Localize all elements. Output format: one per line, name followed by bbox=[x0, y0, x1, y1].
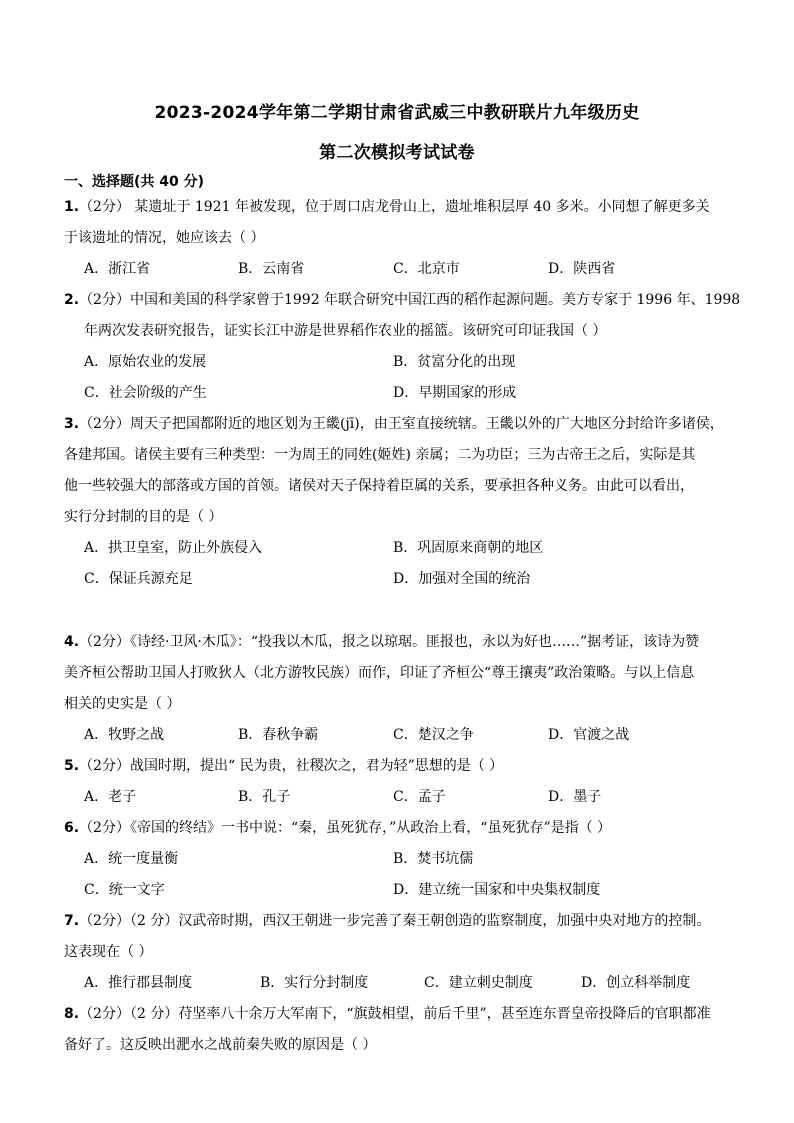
question-number: 8. bbox=[64, 1006, 80, 1022]
question-text: （2分）（2 分）苻坚率八十余万大军南下，“旗鼓相望，前后千里”，甚至连东晋皇帝投降后的官职都准 bbox=[79, 1006, 711, 1022]
option-c: C．孟子 bbox=[393, 789, 446, 805]
option-c: C．社会阶级的产生 bbox=[84, 385, 207, 401]
option-d: D．建立统一国家和中央集权制度 bbox=[393, 882, 601, 898]
option-c: C．建立刺史制度 bbox=[424, 975, 533, 991]
option-c: C．保证兵源充足 bbox=[84, 571, 193, 587]
question-number: 6. bbox=[64, 820, 80, 836]
question-2 bbox=[64, 290, 744, 310]
section-heading: 一、选择题(共 40 分) bbox=[64, 174, 205, 190]
option-c: C．北京市 bbox=[393, 261, 460, 277]
option-a: A．牧野之战 bbox=[84, 727, 165, 743]
question-number: 5. bbox=[64, 758, 80, 774]
option-a: A．浙江省 bbox=[84, 261, 151, 277]
option-d: D．墨子 bbox=[548, 789, 602, 805]
option-d: D．加强对全国的统治 bbox=[393, 571, 531, 587]
option-b: B．云南省 bbox=[238, 261, 305, 277]
question-text: （2分）（2 分）汉武帝时期，西汉王朝进一步完善了秦王朝创造的监察制度，加强中央对地方的控制。 bbox=[79, 913, 711, 929]
option-d: D．官渡之战 bbox=[548, 727, 630, 743]
question-text: 于该遗址的情况，她应该去（ ） bbox=[64, 230, 265, 246]
question-4 bbox=[64, 632, 744, 652]
option-a: A．原始农业的发展 bbox=[84, 354, 207, 370]
question-1 bbox=[64, 197, 744, 217]
question-text: 美齐桓公帮助卫国人打败狄人（北方游牧民族）而作，印证了齐桓公“尊王攘夷”政治策略。与以上信息 bbox=[64, 665, 695, 681]
question-text: 各建邦国。诸侯主要有三种类型：一为周王的同姓(姬姓) 亲属；二为功臣；三为古帝王之后，实际是其 bbox=[64, 447, 696, 463]
question-text: 这表现在（ ） bbox=[64, 944, 153, 960]
option-b: B．孔子 bbox=[238, 789, 291, 805]
question-7 bbox=[64, 911, 744, 931]
question-text: 年两次发表研究报告，证实长江中游是世界稻作农业的摇篮。该研究可印证我国（ ） bbox=[84, 323, 607, 339]
option-b: B．春秋争霸 bbox=[238, 727, 319, 743]
page-subtitle: 第二次模拟考试试卷 bbox=[319, 143, 475, 163]
question-text: （2分）中国和美国的科学家曾于1992 年联合研究中国江西的稻作起源问题。美方专家于 1996 年、1998 bbox=[79, 292, 741, 308]
question-text: 相关的史实是（ ） bbox=[64, 696, 181, 712]
option-a: A．拱卫皇室，防止外族侵入 bbox=[84, 540, 263, 556]
option-b: B．贫富分化的出现 bbox=[393, 354, 516, 370]
question-number: 2. bbox=[64, 292, 80, 308]
option-d: D．陕西省 bbox=[548, 261, 616, 277]
option-a: A．推行郡县制度 bbox=[84, 975, 193, 991]
question-text: 备好了。这反映出淝水之战前秦失败的原因是（ ） bbox=[64, 1037, 377, 1053]
question-text: （2分）周天子把国都附近的地区划为王畿(jī)，由王室直接统辖。王畿以外的广大地区分封给许多诸侯， bbox=[79, 416, 724, 432]
question-number: 1. bbox=[64, 199, 80, 215]
option-a: A．统一度量衡 bbox=[84, 851, 179, 867]
question-number: 4. bbox=[64, 634, 80, 650]
question-5 bbox=[64, 756, 744, 776]
question-text: （2分）战国时期，提出“ 民为贵，社稷次之，君为轻”思想的是（ ） bbox=[79, 758, 504, 774]
option-b: B．巩固原来商朝的地区 bbox=[393, 540, 544, 556]
question-6 bbox=[64, 818, 744, 838]
question-number: 7. bbox=[64, 913, 80, 929]
question-number: 3. bbox=[64, 416, 80, 432]
page-title: 2023-2024学年第二学期甘肃省武威三中教研联片九年级历史 bbox=[154, 103, 640, 123]
question-text: 实行分封制的目的是（ ） bbox=[64, 509, 223, 525]
option-b: B．实行分封制度 bbox=[260, 975, 369, 991]
option-a: A．老子 bbox=[84, 789, 137, 805]
option-c: C．统一文字 bbox=[84, 882, 165, 898]
question-3 bbox=[64, 414, 744, 434]
option-b: B．焚书坑儒 bbox=[393, 851, 474, 867]
question-text: （2分） 某遗址于 1921 年被发现，位于周口店龙骨山上，遗址堆积层厚 40 多米。小同想了解更多关 bbox=[79, 199, 710, 215]
option-c: C．楚汉之争 bbox=[393, 727, 474, 743]
option-d: D．早期国家的形成 bbox=[393, 385, 517, 401]
question-text: 他一些较强大的部落或方国的首领。诸侯对天子保持着臣属的关系，要承担各种义务。由此可以看出， bbox=[64, 478, 694, 494]
option-d: D．创立科举制度 bbox=[581, 975, 691, 991]
question-8 bbox=[64, 1004, 744, 1024]
question-text: （2分）《帝国的终结》一书中说：“秦，虽死犹存，”从政治上看，“虽死犹存”是指（ ） bbox=[79, 820, 612, 836]
question-text: （2分）《诗经·卫风·木瓜》：“投我以木瓜，报之以琼琚。匪报也，永以为好也……”据考证，该诗为赞 bbox=[79, 634, 700, 650]
